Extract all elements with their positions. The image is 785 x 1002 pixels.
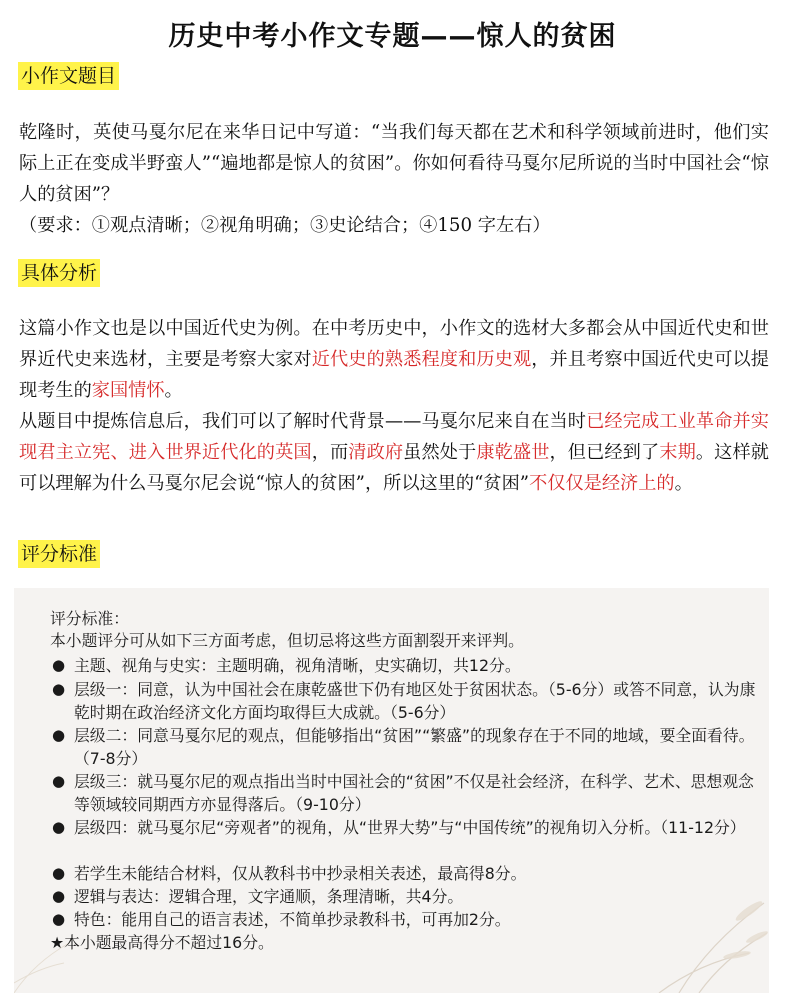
analysis-text: 。这样就可以理解为什么马戛尔尼会说“惊人的贫困”，所以这里的“贫困”	[19, 442, 769, 494]
analysis-highlight: 末期	[659, 442, 696, 463]
analysis-highlight: 近代史的熟悉程度和历史观	[311, 349, 532, 370]
bullet-icon: ●	[52, 864, 66, 882]
analysis-text: ，而	[311, 442, 349, 463]
analysis-highlight: 清政府	[348, 442, 404, 463]
analysis-highlight: 已经完成工业革命并实现君主立宪、进入世界近代化的英国	[19, 411, 769, 463]
analysis-text: ，并且考察中国近代史可以提现考生的	[19, 349, 769, 401]
topic-question-text: 乾隆时，英使马戛尔尼在来华日记中写道：“当我们每天都在艺术和科学领域前进时，他们实际上正在变成半野蛮人”“遍地都是惊人的贫困”。你如何看待马戛尔尼所说的当时中国社会“惊人的贫困”？	[19, 122, 769, 205]
rubric-footer: ★本小题最高得分不超过16分。	[50, 933, 274, 952]
rubric-item	[52, 885, 757, 908]
analysis-text: ，但已经到了	[549, 442, 660, 463]
analysis-text: 。	[164, 380, 183, 401]
rubric-image	[14, 588, 769, 993]
section-label-topic: 小作文题目	[18, 62, 119, 90]
bullet-icon: ●	[52, 656, 66, 674]
rubric-item-text: 逻辑与表达：逻辑合理，文字通顺，条理清晰，共4分。	[74, 887, 464, 906]
page-title: 历史中考小作文专题——惊人的贫困	[168, 21, 617, 52]
rubric-heading: 评分标准：	[50, 609, 129, 628]
rubric-item	[52, 908, 757, 931]
section-label-analysis: 具体分析	[18, 259, 100, 287]
rubric-item-text: 若学生未能结合材料，仅从教科书中抄录相关表述，最高得8分。	[74, 864, 527, 883]
rubric-item-text: 特色：能用自己的语言表述，不简单抄录教科书，可再加2分。	[74, 910, 511, 929]
bullet-icon: ●	[52, 818, 66, 836]
bullet-icon: ●	[52, 887, 66, 905]
analysis-text: 从题目中提炼信息后，我们可以了解时代背景——马戛尔尼来自在当时	[19, 411, 587, 432]
rubric-item-text: 层级二：同意马戛尔尼的观点，但能够指出“贫困”“繁盛”的现象存在于不同的地域，要全面看待。（7-8分）	[74, 726, 755, 768]
analysis-text: 虽然处于	[403, 442, 477, 463]
rubric-item	[52, 654, 757, 677]
topic-requirements: （要求：①观点清晰；②视角明确；③史论结合；④150 字左右）	[19, 215, 551, 236]
rubric-item-text: 层级四：就马戛尔尼“旁观者”的视角，从“世界大势”与“中国传统”的视角切入分析。（11-12分）	[74, 818, 746, 837]
topic-question	[19, 117, 769, 241]
rubric-item-text: 层级三：就马戛尔尼的观点指出当时中国社会的“贫困”不仅是社会经济，在科学、艺术、思想观念等领域较同期西方亦显得落后。（9-10分）	[74, 772, 754, 814]
analysis-highlight: 家国情怀	[91, 380, 165, 401]
rubric-intro: 本小题评分可从如下三方面考虑，但切忌将这些方面割裂开来评判。	[50, 631, 524, 650]
bullet-icon: ●	[52, 680, 66, 698]
rubric-item	[52, 770, 757, 816]
analysis-text: 。	[674, 473, 693, 494]
analysis-highlight: 不仅仅是经济上的	[529, 473, 675, 494]
rubric-item-text: 主题、视角与史实：主题明确，视角清晰，史实确切，共12分。	[74, 656, 521, 675]
analysis-text: 这篇小作文也是以中国近代史为例。在中考历史中，小作文的选材大多都会从中国近代史和世界近代史来选材，主要是考察大家对	[19, 318, 769, 370]
analysis-paragraph	[19, 313, 769, 499]
rubric-item-text: 层级一：同意，认为中国社会在康乾盛世下仍有地区处于贫困状态。（5-6分）或答不同意，认为康乾时期在政治经济文化方面均取得巨大成就。（5-6分）	[74, 680, 756, 722]
bullet-icon: ●	[52, 726, 66, 744]
section-label-standard: 评分标准	[18, 540, 100, 568]
analysis-highlight: 康乾盛世	[476, 442, 550, 463]
rubric-item	[52, 816, 757, 839]
bullet-icon: ●	[52, 910, 66, 928]
rubric-item	[52, 724, 757, 770]
bullet-icon: ●	[52, 772, 66, 790]
rubric-item	[52, 862, 757, 885]
rubric-item	[52, 678, 757, 724]
